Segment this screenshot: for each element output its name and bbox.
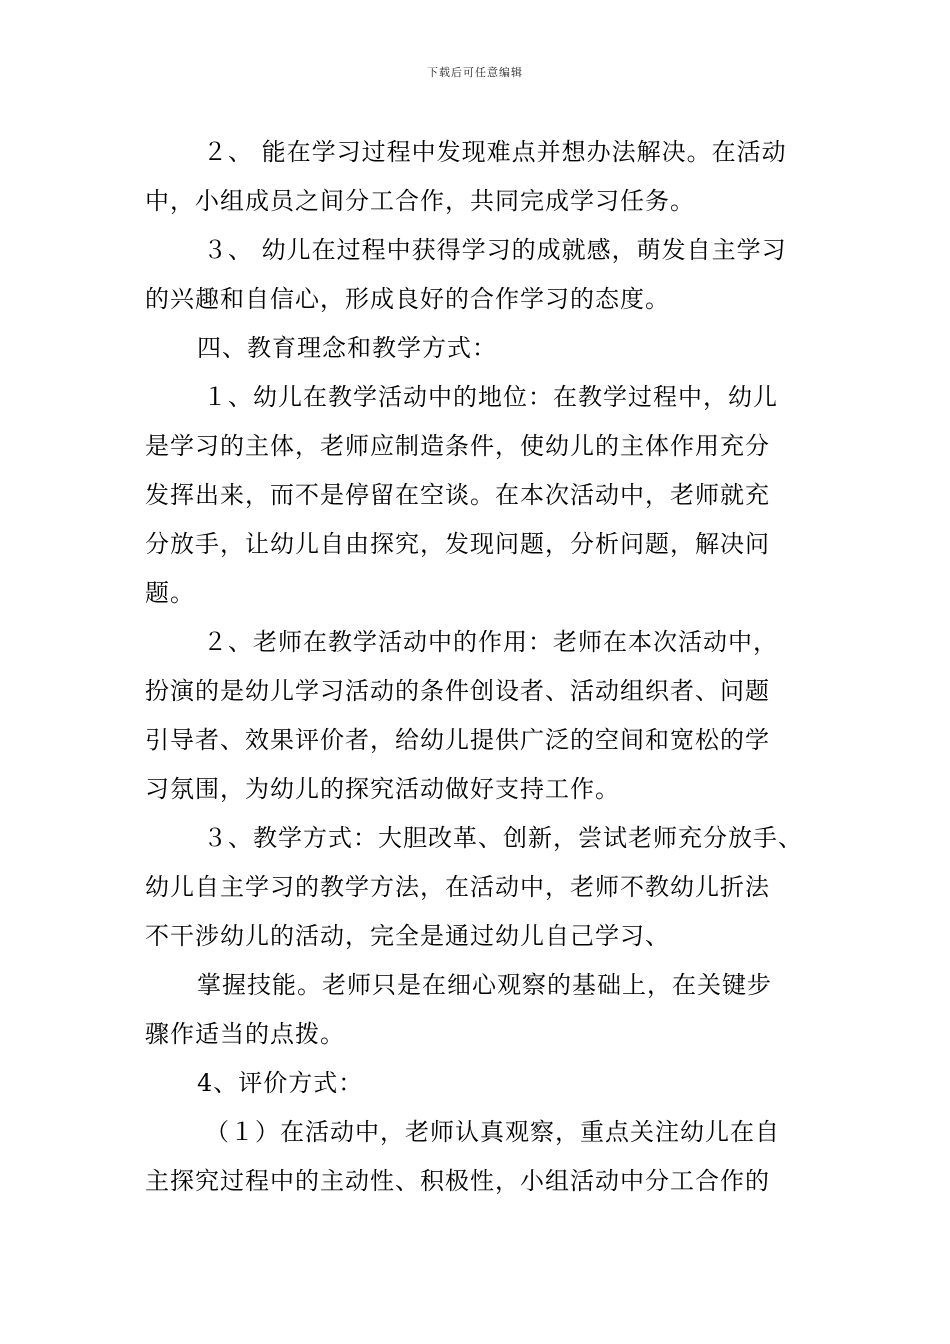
paragraph-line: 幼儿自主学习的教学方法，在活动中，老师不教幼儿折法 (145, 873, 770, 901)
paragraph-line: 题。 (145, 579, 195, 607)
paragraph-line: 不干涉幼儿的活动，完全是通过幼儿自己学习、 (145, 922, 670, 950)
paragraph-line: 扮演的是幼儿学习活动的条件创设者、活动组织者、问题 (145, 677, 770, 705)
paragraph-line: ２、 能在学习过程中发现难点并想办法解决。在活动 (203, 138, 787, 166)
paragraph-line: 的兴趣和自信心，形成良好的合作学习的态度。 (145, 285, 670, 313)
paragraph-line: ３、 幼儿在过程中获得学习的成就感，萌发自主学习 (203, 236, 787, 264)
section-heading: 4、评价方式： (197, 1069, 364, 1097)
section-heading: 四、教育理念和教学方式： (197, 334, 497, 362)
paragraph-line: 习氛围，为幼儿的探究活动做好支持工作。 (145, 775, 620, 803)
paragraph-line: 引导者、效果评价者，给幼儿提供广泛的空间和宽松的学 (145, 726, 770, 754)
paragraph-line: １、幼儿在教学活动中的地位：在教学过程中，幼儿 (203, 383, 778, 411)
paragraph-line: 骤作适当的点拨。 (145, 1020, 345, 1048)
document-body (145, 128, 825, 1206)
paragraph-line: 是学习的主体，老师应制造条件，使幼儿的主体作用充分 (145, 432, 770, 460)
page-header: 下载后可任意编辑 (427, 66, 523, 79)
paragraph-line: ３、教学方式：大胆改革、创新，尝试老师充分放手、 (203, 824, 803, 852)
paragraph-line: （１）在活动中，老师认真观察，重点关注幼儿在自 (205, 1118, 780, 1146)
paragraph-line: 掌握技能。老师只是在细心观察的基础上，在关键步 (197, 971, 772, 999)
paragraph-line: 分放手，让幼儿自由探究，发现问题，分析问题，解决问 (145, 530, 770, 558)
paragraph-line: 发挥出来，而不是停留在空谈。在本次活动中，老师就充 (145, 481, 770, 509)
paragraph-line: 中，小组成员之间分工合作，共同完成学习任务。 (145, 187, 695, 215)
paragraph-line: 主探究过程中的主动性、积极性，小组活动中分工合作的 (145, 1167, 770, 1195)
paragraph-line: ２、老师在教学活动中的作用：老师在本次活动中， (203, 628, 778, 656)
